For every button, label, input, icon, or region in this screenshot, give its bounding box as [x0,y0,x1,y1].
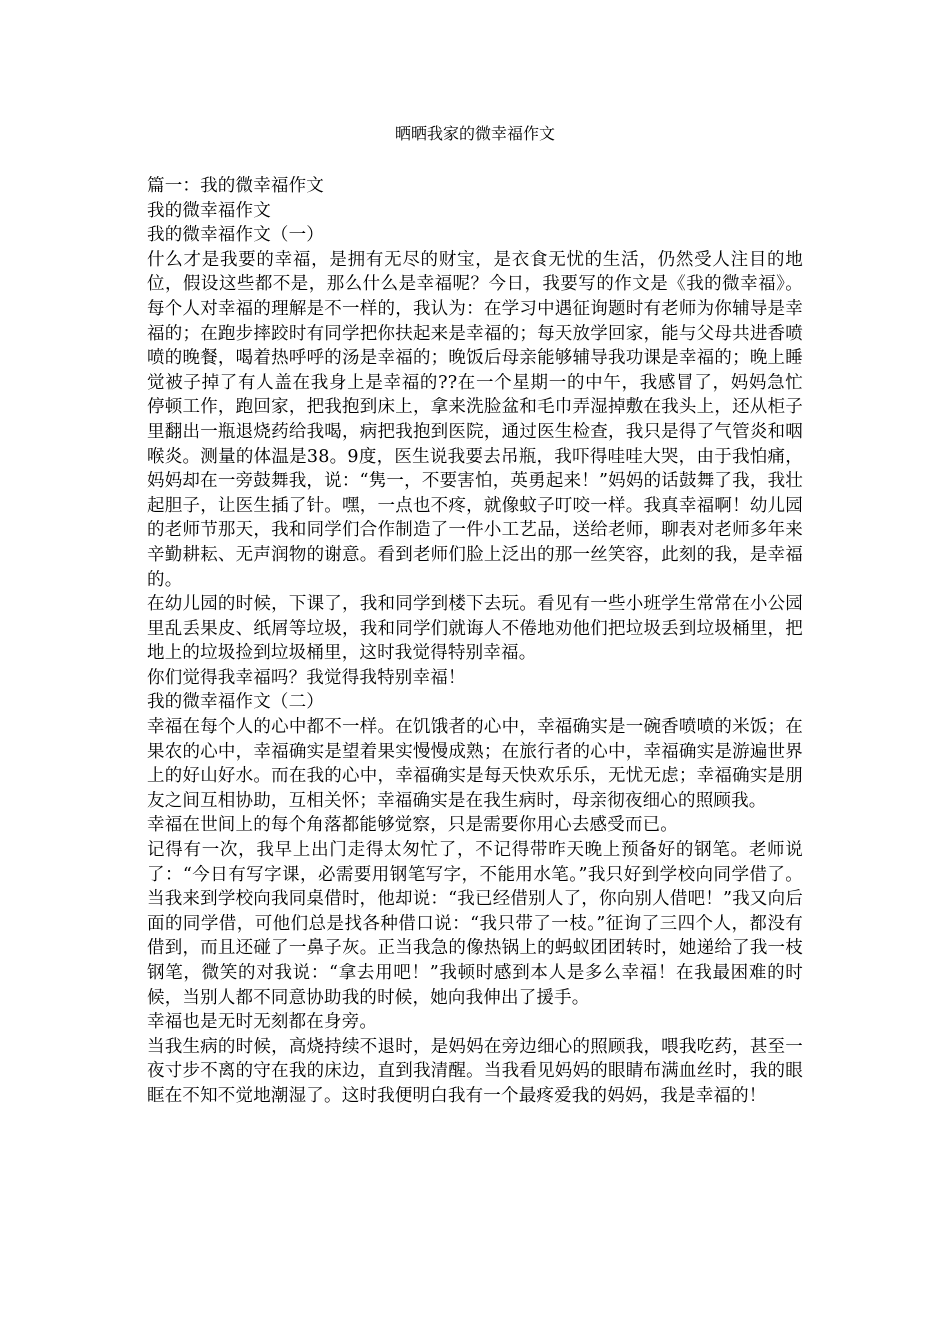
document-body [147,174,803,1109]
essay-subtitle-two: 我的微幸福作文（二） [147,692,324,713]
section-heading: 篇一：我的微幸福作文 [147,176,324,196]
essay-subtitle-one: 我的微幸福作文（一） [147,225,324,246]
body-paragraph: 幸福在世间上的每个角落都能够觉察，只是需要你用心去感受而已。 [147,815,678,836]
document-title: 晒晒我家的微幸福作文 [394,124,555,143]
body-paragraph: 幸福也是无时无刻都在身旁。 [147,1012,378,1033]
body-paragraph: 记得有一次，我早上出门走得太匆忙了，不记得带昨天晚上预备好的钢笔。老师说了：“今日有写字课，必需要用钢笔写字，不能用水笔。”我只好到学校向同学借了。当我来到学校向我同桌借时，他却说：“我已经借别人了，你向别人借吧！”我又向后面的同学借，可他们总是找各种借口说：“我只带了一枝。”征询了三四个人，都没有借到，而且还碰了一鼻子灰。正当我急的像热锅上的蚂蚁团团转时，她递给了我一枝钢笔，微笑的对我说：“拿去用吧！”我顿时感到本人是多么幸福！在我最困难的时候，当别人都不同意协助我的时候，她向我伸出了援手。 [147,840,803,1008]
body-paragraph: 你们觉得我幸福吗？我觉得我特别幸福！ [147,667,466,688]
essay-title: 我的微幸福作文 [147,200,271,221]
body-paragraph: 什么才是我要的幸福，是拥有无尽的财宝，是衣食无忧的生活，仍然受人注目的地位，假设这些都不是，那么什么是幸福呢？今日，我要写的作文是《我的微幸福》。每个人对幸福的理解是不一样的，我认为：在学习中遇征询题时有老师为你辅导是幸福的；在跑步摔跤时有同学把你扶起来是幸福的；每天放学回家，能与父母共进香喷喷的晚餐，喝着热呼呼的汤是幸福的；晚饭后母亲能够辅导我功课是幸福的；晚上睡觉被子掉了有人盖在我身上是幸福的??在一个星期一的中午，我感冒了，妈妈急忙停顿工作，跑回家，把我抱到床上，拿来洗脸盆和毛巾弄湿掉敷在我头上，还从柜子里翻出一瓶退烧药给我喝，病把我抱到医院，通过医生检查，我只是得了气管炎和咽喉炎。测量的体温是38。9度，医生说我要去吊瓶，我吓得哇哇大哭，由于我怕痛，妈妈却在一旁鼓舞我，说：“隽一，不要害怕，英勇起来！”妈妈的话鼓舞了我，我壮起胆子，让医生插了针。嘿，一点也不疼，就像蚊子叮咬一样。我真幸福啊！幼儿园的老师节那天，我和同学们合作制造了一件小工艺品，送给老师，聊表对老师多年来辛勤耕耘、无声润物的谢意。看到老师们脸上泛出的那一丝笑容，此刻的我，是幸福的。 [147,249,803,590]
body-paragraph: 幸福在每个人的心中都不一样。在饥饿者的心中，幸福确实是一碗香喷喷的米饭；在果农的心中，幸福确实是望着果实慢慢成熟；在旅行者的心中，幸福确实是游遍世界上的好山好水。而在我的心中，幸福确实是每天快欢乐乐，无忧无虑；幸福确实是朋友之间互相协助，互相关怀；幸福确实是在我生病时，母亲彻夜细心的照顾我。 [147,717,803,811]
body-paragraph: 当我生病的时候，高烧持续不退时，是妈妈在旁边细心的照顾我，喂我吃药，甚至一夜寸步不离的守在我的床边，直到我清醒。当我看见妈妈的眼睛布满血丝时，我的眼眶在不知不觉地潮湿了。这时我便明白我有一个最疼爱我的妈妈，我是幸福的！ [147,1036,803,1106]
body-paragraph: 在幼儿园的时候，下课了，我和同学到楼下去玩。看见有一些小班学生常常在小公园里乱丢果皮、纸屑等垃圾，我和同学们就诲人不倦地劝他们把垃圾丢到垃圾桶里，把地上的垃圾捡到垃圾桶里，这时我觉得特别幸福。 [147,594,803,664]
